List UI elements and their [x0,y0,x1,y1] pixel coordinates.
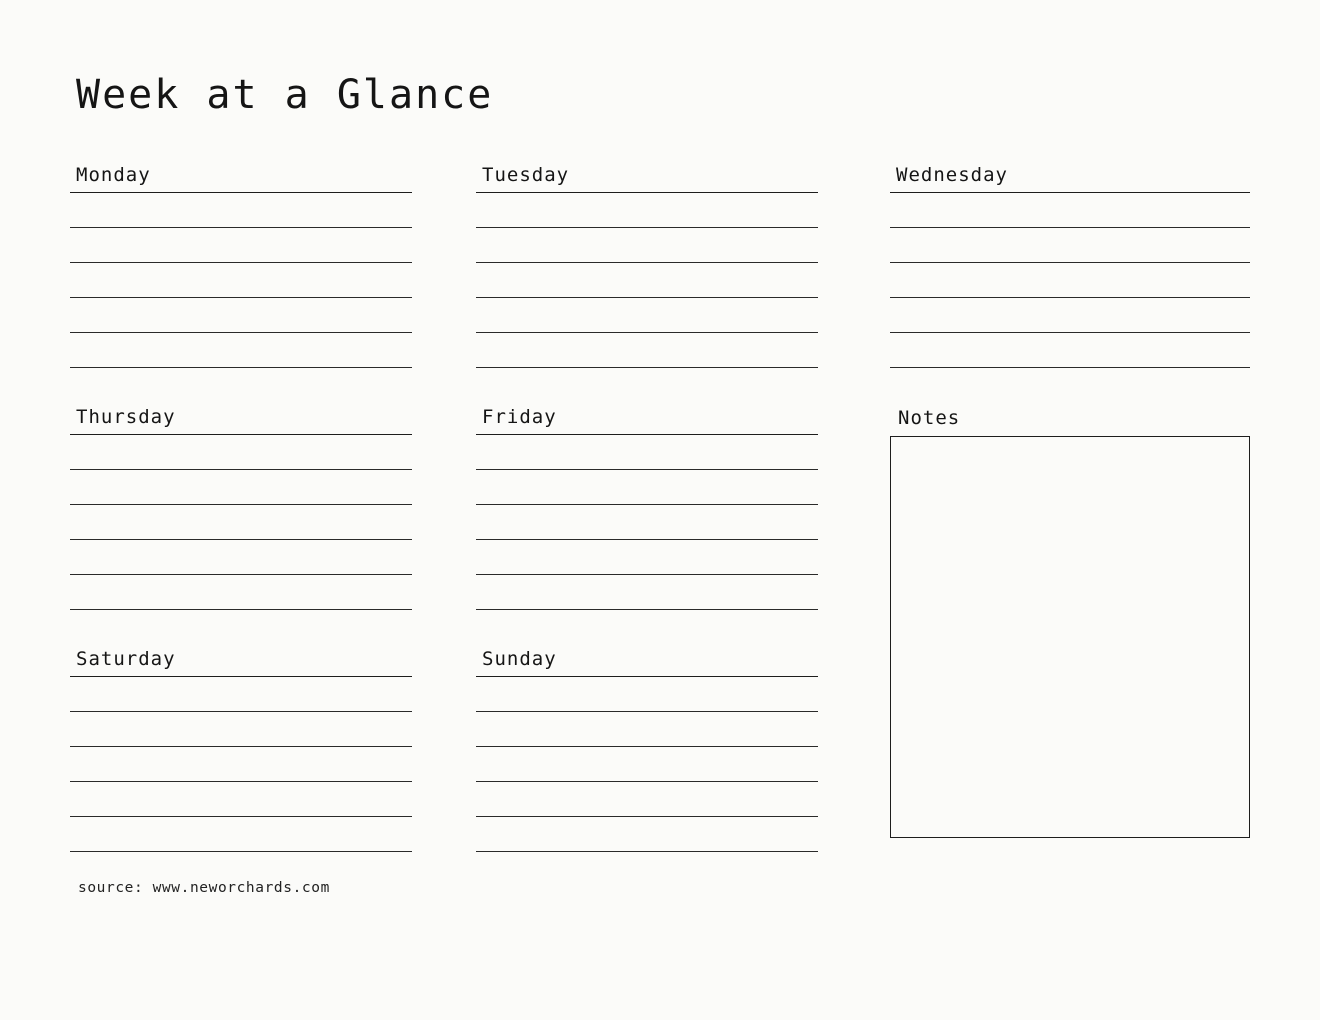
day-label: Monday [70,165,412,193]
writing-line[interactable] [70,469,412,470]
day-label: Wednesday [890,165,1250,193]
writing-line[interactable] [70,574,412,575]
writing-line[interactable] [476,367,818,368]
writing-line[interactable] [476,469,818,470]
writing-line[interactable] [70,781,412,782]
writing-line[interactable] [476,781,818,782]
writing-line[interactable] [70,609,412,610]
day-label: Thursday [70,407,412,435]
writing-line[interactable] [70,711,412,712]
source-credit: source: www.neworchards.com [78,880,330,896]
day-block-tuesday [476,165,818,368]
writing-lines[interactable] [70,469,412,610]
writing-line[interactable] [70,746,412,747]
writing-line[interactable] [476,539,818,540]
writing-line[interactable] [70,816,412,817]
day-block-thursday [70,407,412,610]
day-block-friday [476,407,818,610]
writing-line[interactable] [70,227,412,228]
writing-line[interactable] [890,367,1250,368]
day-label: Saturday [70,649,412,677]
page-title: Week at a Glance [76,72,494,118]
writing-line[interactable] [70,504,412,505]
writing-line[interactable] [890,262,1250,263]
day-label: Friday [476,407,818,435]
writing-line[interactable] [70,332,412,333]
writing-line[interactable] [890,332,1250,333]
writing-line[interactable] [70,262,412,263]
writing-line[interactable] [476,332,818,333]
writing-line[interactable] [476,609,818,610]
notes-block [890,408,1250,838]
writing-line[interactable] [476,711,818,712]
notes-label: Notes [898,407,961,429]
writing-line[interactable] [476,816,818,817]
writing-line[interactable] [890,297,1250,298]
writing-line[interactable] [476,227,818,228]
writing-line[interactable] [70,539,412,540]
day-block-saturday [70,649,412,852]
writing-line[interactable] [476,262,818,263]
writing-line[interactable] [476,746,818,747]
writing-lines[interactable] [476,711,818,852]
notes-textarea[interactable] [890,436,1250,838]
writing-line[interactable] [70,297,412,298]
day-block-monday [70,165,412,368]
writing-line[interactable] [476,851,818,852]
writing-line[interactable] [70,851,412,852]
day-label: Tuesday [476,165,818,193]
writing-lines[interactable] [70,711,412,852]
day-block-sunday [476,649,818,852]
writing-lines[interactable] [890,227,1250,368]
writing-line[interactable] [70,367,412,368]
day-block-wednesday [890,165,1250,368]
writing-lines[interactable] [476,469,818,610]
writing-line[interactable] [476,574,818,575]
writing-lines[interactable] [476,227,818,368]
writing-lines[interactable] [70,227,412,368]
writing-line[interactable] [890,227,1250,228]
writing-line[interactable] [476,297,818,298]
writing-line[interactable] [476,504,818,505]
day-label: Sunday [476,649,818,677]
